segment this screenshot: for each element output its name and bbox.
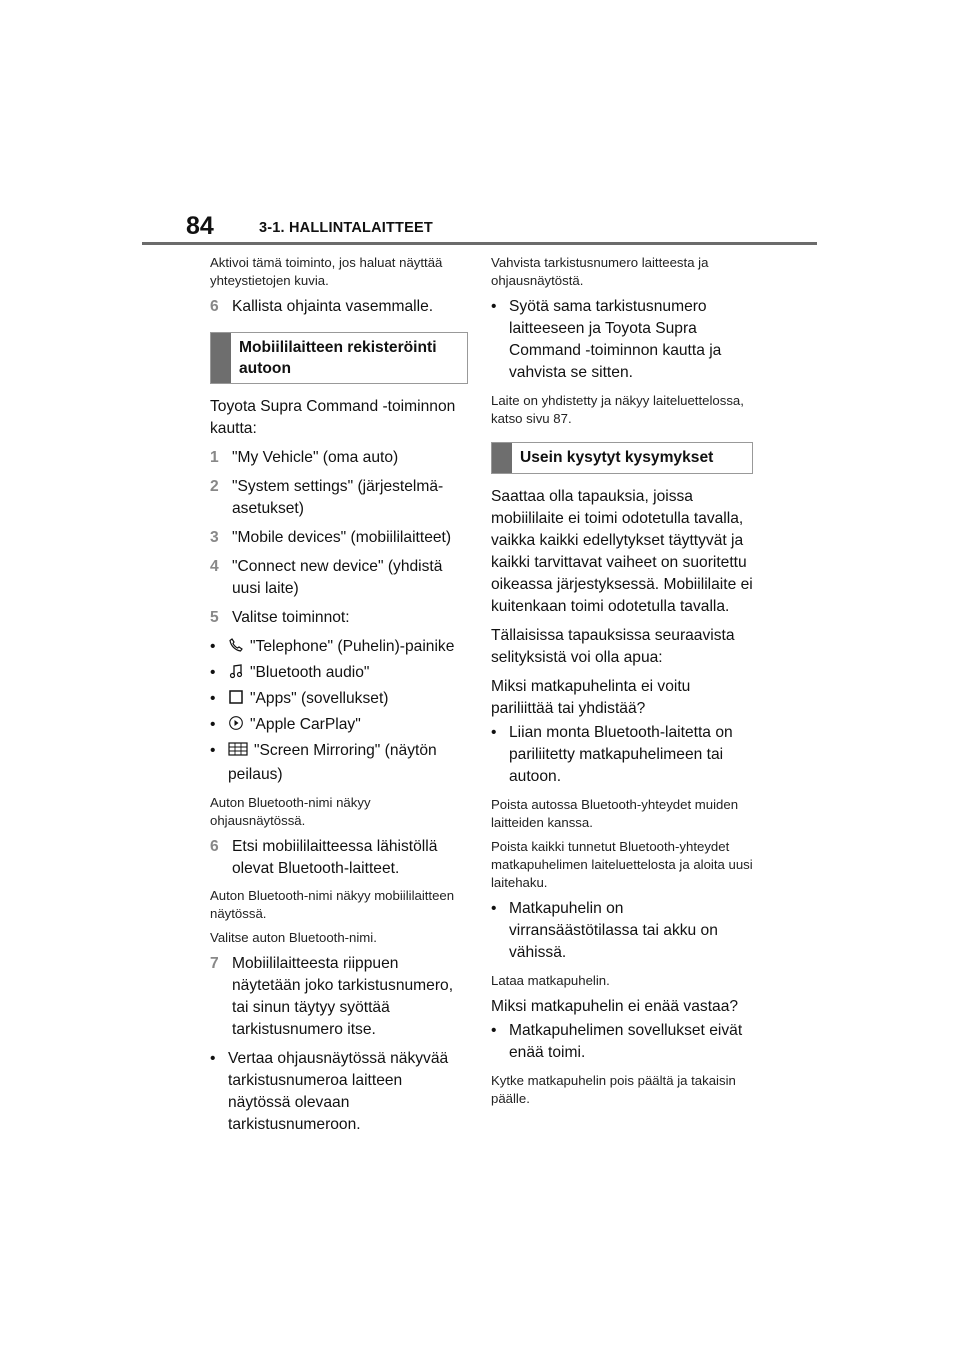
note: Auton Bluetooth-nimi näkyy mobiililaitteen näytössä. — [210, 888, 455, 921]
bullet-screen-mirroring — [210, 740, 468, 786]
step-3 — [210, 527, 468, 549]
paragraph: Toyota Supra Command -toiminnon kautta: — [210, 398, 456, 437]
heading-bar — [211, 333, 231, 383]
step-6a — [210, 296, 468, 318]
step-number: 3 — [210, 529, 219, 546]
bullet-apps-stopped — [491, 1020, 753, 1064]
bullet-carplay — [210, 714, 468, 738]
section-heading: Mobiililaitteen rekisteröinti autoon — [239, 339, 437, 377]
step-text: "Mobile devices" (mobiililaitteet) — [232, 529, 452, 546]
step-text: "Connect new device" (yhdistä uusi laite) — [232, 558, 443, 597]
note: Vahvista tarkistusnumero laitteesta ja ohjausnäytöstä. — [491, 255, 709, 288]
bullet-text: "Apple CarPlay" — [250, 716, 361, 733]
step-text: "My Vehicle" (oma auto) — [232, 449, 399, 466]
bullet-text: "Telephone" (Puhelin)-painike — [250, 638, 455, 655]
step-text: Mobiililaitteesta riippuen näytetään joko tarkistusnumero, tai sinun täytyy syöttää tarkistusnumero itse. — [232, 955, 454, 1038]
bullet-dot: • — [210, 638, 216, 655]
bullet-text: Liian monta Bluetooth-laitetta on pariliitetty matkapuhelimeen tai autoon. — [509, 724, 733, 785]
header-rule — [142, 242, 817, 245]
bullet-text: Matkapuhelimen sovellukset eivät enää toimi. — [509, 1022, 743, 1061]
section-heading-box — [491, 442, 753, 474]
note: Poista autossa Bluetooth-yhteydet muiden laitteiden kanssa. — [491, 797, 739, 830]
step-text: Etsi mobiililaitteessa lähistöllä olevat Bluetooth-laitteet. — [232, 838, 438, 877]
apps-square-icon — [228, 689, 246, 712]
bullet-dot: • — [491, 724, 497, 741]
note: Valitse auton Bluetooth-nimi. — [210, 930, 377, 945]
note: Poista kaikki tunnetut Bluetooth-yhteydet matkapuhelimen laiteluettelosta ja aloita uusi laitehaku. — [491, 839, 753, 890]
phone-icon — [228, 637, 246, 660]
bullet-enter-code — [491, 296, 753, 384]
step-number: 2 — [210, 478, 219, 495]
music-note-icon — [228, 663, 246, 686]
bullet-compare — [210, 1048, 468, 1136]
section-title: 3-1. HALLINTALAITTEET — [259, 220, 433, 236]
bullet-text: "Screen Mirroring" (näytön peilaus) — [228, 742, 437, 783]
bullet-text: Matkapuhelin on virransäästötilassa tai akku on vähissä. — [509, 900, 718, 961]
bullet-dot: • — [210, 664, 216, 681]
step-text: "System settings" (järjestelmä-asetukset) — [232, 478, 444, 517]
step-6b — [210, 836, 468, 880]
bullet-dot: • — [491, 1022, 497, 1039]
note: Lataa matkapuhelin. — [491, 973, 610, 988]
bullet-too-many-devices — [491, 722, 753, 788]
paragraph: Aktivoi tämä toiminto, jos haluat näyttää yhteystietojen kuvia. — [210, 255, 443, 288]
bullet-telephone — [210, 636, 468, 660]
question: Miksi matkapuhelin ei enää vastaa? — [491, 998, 739, 1015]
section-heading: Usein kysytyt kysymykset — [520, 449, 714, 466]
bullet-power-saving — [491, 898, 753, 964]
bullet-text: Vertaa ohjausnäytössä näkyvää tarkistusnumeroa laitteen näytössä olevaan tarkistusnumeroon. — [228, 1050, 449, 1133]
step-number: 6 — [210, 838, 219, 855]
note: Laite on yhdistetty ja näkyy laiteluettelossa, katso sivu 87. — [491, 393, 744, 426]
step-text: Valitse toiminnot: — [232, 609, 350, 626]
bullet-dot: • — [491, 298, 497, 315]
section-heading-box — [210, 332, 468, 384]
paragraph: Saattaa olla tapauksia, joissa mobiililaite ei toimi odotetulla tavalla, vaikka kaikki edellytykset täyttyvät ja kaikki tarvittavat vaiheet on suoritettu oikeassa järjestyksessä. Mobiililaite ei kuitenkaan toimi odotetulla tavalla. — [491, 488, 753, 615]
right-column — [491, 254, 753, 1114]
bullet-dot: • — [210, 716, 216, 733]
step-number: 7 — [210, 955, 219, 972]
step-1 — [210, 447, 468, 469]
step-number: 4 — [210, 558, 219, 575]
bullet-dot: • — [210, 1050, 216, 1067]
step-text: Kallista ohjainta vasemmalle. — [232, 298, 434, 315]
step-number: 6 — [210, 298, 219, 315]
bullet-dot: • — [210, 742, 216, 759]
note: Auton Bluetooth-nimi näkyy ohjausnäytössä. — [210, 795, 371, 828]
bullet-dot: • — [491, 900, 497, 917]
paragraph: Tällaisissa tapauksissa seuraavista selityksistä voi olla apua: — [491, 627, 735, 666]
bullet-apps — [210, 688, 468, 712]
note: Kytke matkapuhelin pois päältä ja takaisin päälle. — [491, 1073, 736, 1106]
bullet-dot: • — [210, 690, 216, 707]
step-number: 1 — [210, 449, 219, 466]
screen-mirroring-icon — [228, 741, 250, 764]
bullet-bluetooth-audio — [210, 662, 468, 686]
step-number: 5 — [210, 609, 219, 626]
heading-bar — [492, 443, 512, 473]
bullet-text: "Apps" (sovellukset) — [250, 690, 389, 707]
step-7 — [210, 953, 468, 1041]
left-column — [210, 254, 468, 1138]
step-2 — [210, 476, 468, 520]
bullet-text: Syötä sama tarkistusnumero laitteeseen ja Toyota Supra Command -toiminnon kautta ja vahvista se sitten. — [509, 298, 722, 381]
question: Miksi matkapuhelinta ei voitu pariliittää tai yhdistää? — [491, 678, 691, 717]
step-4 — [210, 556, 468, 600]
bullet-text: "Bluetooth audio" — [250, 664, 370, 681]
step-5 — [210, 607, 468, 629]
carplay-play-icon — [228, 715, 246, 738]
page-number: 84 — [186, 212, 214, 240]
